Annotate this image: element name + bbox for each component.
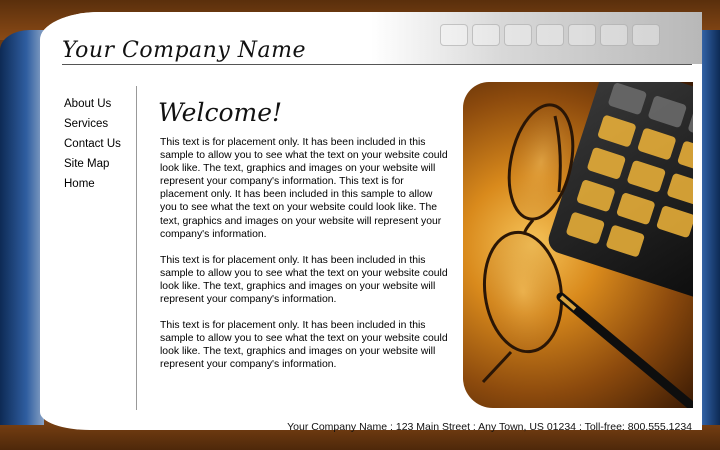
pen-icon <box>561 297 693 407</box>
nav-divider <box>136 86 137 410</box>
sidebar-nav <box>64 94 121 194</box>
content-paragraph: This text is for placement only. It has been included in this sample to allow you to see what the text on your website could look like. The text, graphics and images on your website will represent your company's information. <box>160 254 448 306</box>
keyboard-key-decoration <box>504 24 532 46</box>
welcome-heading: Welcome! <box>158 98 283 127</box>
footer-address: Your Company Name : 123 Main Street : Any Town, US 01234 : Toll-free: 800.555.1234 <box>287 421 692 433</box>
page-panel <box>40 12 702 430</box>
keyboard-key-decoration <box>568 24 596 46</box>
nav-item-services[interactable]: Services <box>64 118 109 130</box>
nav-item-site-map[interactable]: Site Map <box>64 158 110 170</box>
nav-item-contact-us[interactable]: Contact Us <box>64 138 121 150</box>
keyboard-key-decoration <box>632 24 660 46</box>
left-side-panel <box>0 30 44 425</box>
photo-illustration <box>463 82 693 408</box>
keyboard-key-decoration <box>600 24 628 46</box>
keyboard-key-decoration <box>536 24 564 46</box>
keyboard-key-decoration <box>472 24 500 46</box>
company-name-title: Your Company Name <box>62 38 307 63</box>
glasses-calculator-photo <box>463 82 693 408</box>
content-paragraph: This text is for placement only. It has been included in this sample to allow you to see what the text on your website could look like. The text, graphics and images on your website will represent your company's information. This text is for placement only. It has been included in this sample to allow you to see what the text on your website could look like. The text, graphics and images on your website will represent your company's information. <box>160 137 448 240</box>
nav-item-home[interactable]: Home <box>64 178 95 190</box>
main-content <box>160 136 450 385</box>
keyboard-key-decoration <box>440 24 468 46</box>
title-underline <box>62 64 692 65</box>
content-paragraph: This text is for placement only. It has been included in this sample to allow you to see what the text on your website could look like. The text, graphics and images on your website will represent your company's information. <box>160 320 448 371</box>
nav-item-about-us[interactable]: About Us <box>64 98 112 110</box>
